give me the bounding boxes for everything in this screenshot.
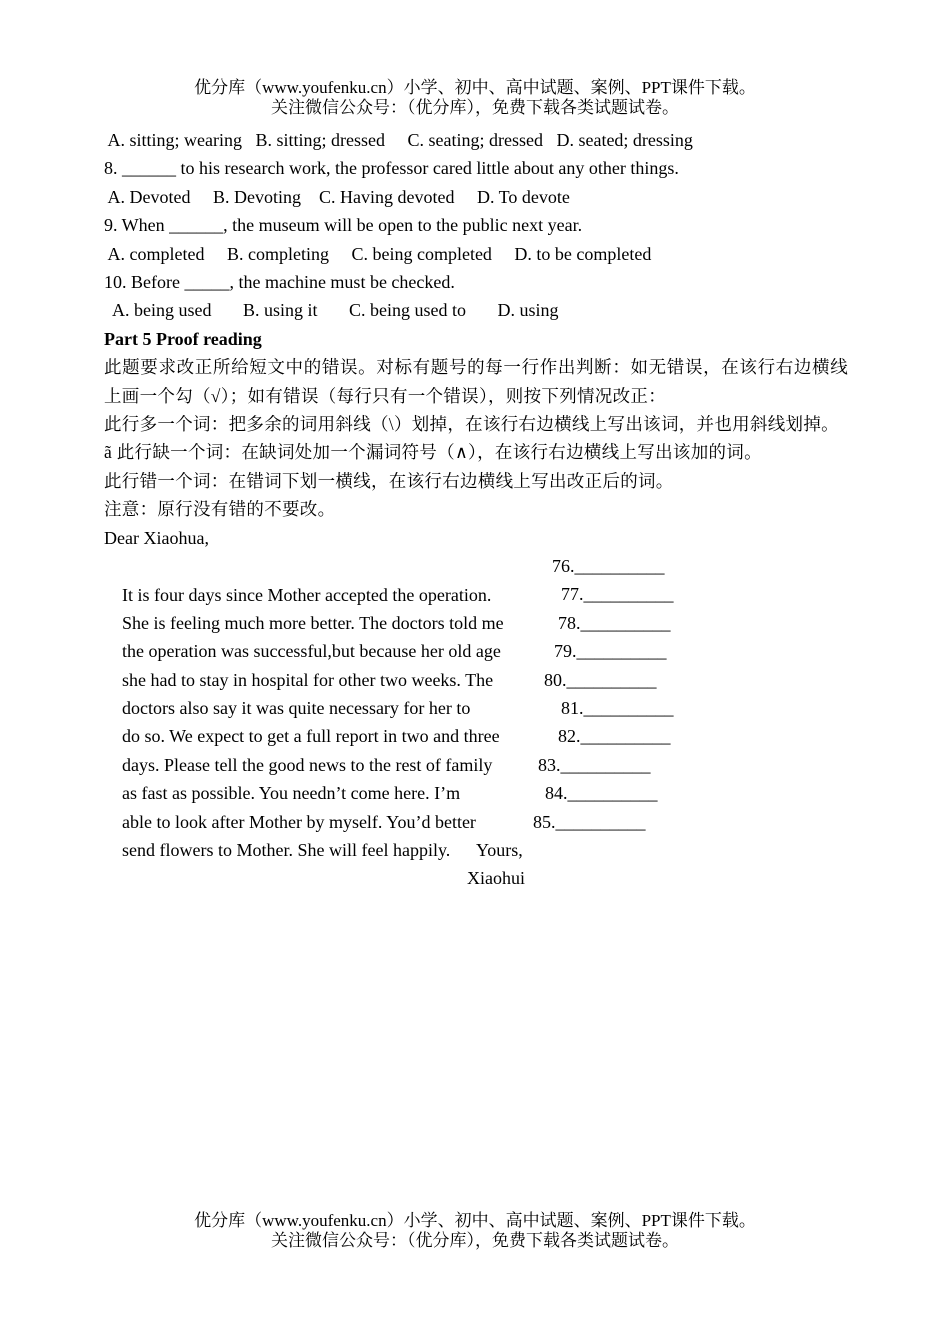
question-10-stem: 10. Before _____, the machine must be checked. [104, 272, 455, 293]
proof-line-text: do so. We expect to get a full report in two and three [122, 726, 500, 747]
answer-blank[interactable]: 76.__________ [552, 556, 665, 577]
part5-instruction: 此行多一个词：把多余的词用斜线（\）划掉，在该行右边横线上写出该词，并也用斜线划掉。 [104, 414, 839, 435]
question-7-options: A. sitting; wearing B. sitting; dressed C. seating; dressed D. seated; dressing [104, 130, 693, 150]
letter-closing-row [104, 836, 848, 864]
page-header [0, 78, 950, 118]
letter-signature-row [104, 864, 848, 892]
question-10-options: A. being used B. using it C. being used to D. using [104, 300, 559, 321]
document-body [104, 126, 848, 893]
footer-line-1: 优分库（www.youfenku.cn）小学、初中、高中试题、案例、PPT课件下载。 [194, 1211, 756, 1230]
answer-blank[interactable]: 82.__________ [558, 726, 671, 747]
part5-instruction: 此题要求改正所给短文中的错误。对标有题号的每一行作出判断：如无错误，在该行右边横线上画一个勾（√）；如有错误（每行只有一个错误），则按下列情况改正： [104, 357, 848, 406]
question-9-stem: 9. When ______, the museum will be open to the public next year. [104, 215, 583, 236]
proof-line-text: she had to stay in hospital for other two weeks. The [122, 669, 494, 690]
proof-line-text: days. Please tell the good news to the rest of family [122, 754, 493, 775]
answer-blank[interactable]: 84.__________ [545, 783, 658, 804]
answer-blank[interactable]: 79.__________ [554, 641, 667, 662]
footer-line-2: 关注微信公众号：（优分库），免费下载各类试题试卷。 [271, 1231, 679, 1250]
question-8-stem: 8. ______ to his research work, the professor cared little about any other things. [104, 158, 679, 179]
letter-signature: Xiaohui [467, 868, 525, 889]
answer-blank[interactable]: 78.__________ [558, 612, 671, 633]
part5-title: Part 5 Proof reading [104, 328, 262, 349]
proof-line-text: doctors also say it was quite necessary for her to [122, 698, 471, 719]
part5-instruction: 注意：原行没有错的不要改。 [104, 499, 336, 520]
proof-line-text: She is feeling much more better. The doctors told me [122, 612, 504, 633]
answer-blank[interactable]: 80.__________ [544, 669, 657, 690]
letter-greeting: Dear Xiaohua, [104, 527, 209, 548]
proof-line-text: It is four days since Mother accepted the operation. [122, 584, 492, 605]
page-footer [0, 1211, 950, 1251]
header-line-2: 关注微信公众号：（优分库），免费下载各类试题试卷。 [271, 98, 679, 117]
answer-blank[interactable]: 81.__________ [561, 698, 674, 719]
header-line-1: 优分库（www.youfenku.cn）小学、初中、高中试题、案例、PPT课件下载。 [194, 78, 756, 97]
proof-line-text: as fast as possible. You needn’t come here. I’m [122, 783, 461, 804]
letter-closing: Yours, [476, 840, 523, 860]
answer-blank[interactable]: 77.__________ [561, 584, 674, 605]
part5-instruction: ã 此行缺一个词：在缺词处加一个漏词符号（∧），在该行右边横线上写出该加的词。 [104, 442, 762, 463]
question-9-options: A. completed B. completing C. being completed D. to be completed [104, 243, 652, 264]
answer-blank[interactable]: 85.__________ [533, 811, 646, 832]
part5-instruction: 此行错一个词：在错词下划一横线，在该行右边横线上写出改正后的词。 [104, 470, 674, 491]
proof-line-text: send flowers to Mother. She will feel happily. [122, 840, 451, 861]
answer-blank[interactable]: 83.__________ [538, 754, 651, 775]
proof-line-text: able to look after Mother by myself. You’d better [122, 811, 476, 832]
proof-line-text: the operation was successful,but because her old age [122, 641, 501, 662]
question-8-options: A. Devoted B. Devoting C. Having devoted D. To devote [104, 186, 570, 207]
